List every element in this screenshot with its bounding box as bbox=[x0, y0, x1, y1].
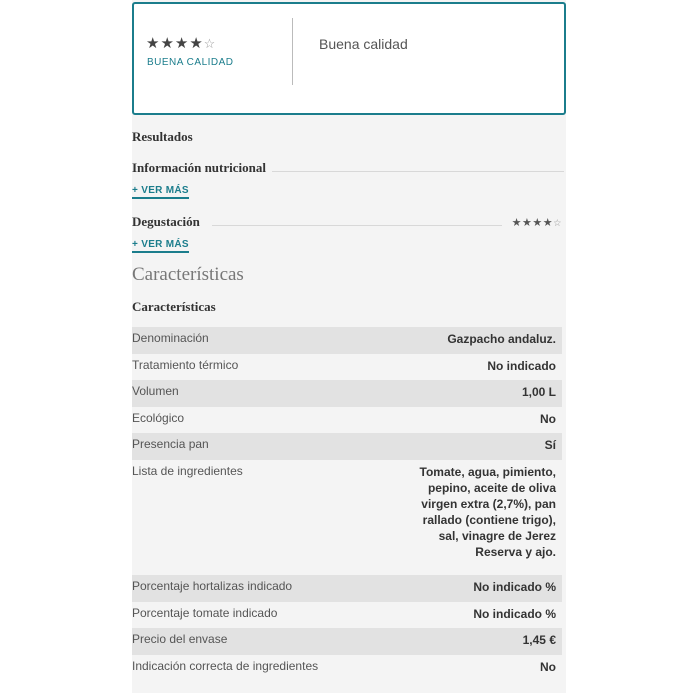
star-filled-icon: ★★★★ bbox=[511, 216, 554, 229]
card-divider bbox=[292, 18, 293, 85]
row-value: No bbox=[540, 412, 556, 426]
row-value: 1,45 € bbox=[522, 633, 556, 647]
table-row bbox=[132, 575, 562, 602]
row-label: Denominación bbox=[132, 331, 209, 345]
row-value: No indicado % bbox=[473, 607, 556, 621]
table-row bbox=[132, 628, 562, 655]
star-filled-icon: ★★★★ bbox=[146, 34, 204, 52]
row-label: Lista de ingredientes bbox=[132, 464, 243, 478]
tasting-heading: Degustación bbox=[132, 214, 206, 230]
row-value: Gazpacho andaluz. bbox=[447, 332, 556, 346]
rating-summary-card bbox=[132, 2, 566, 115]
rating-verdict: Buena calidad bbox=[319, 36, 408, 52]
row-label: Precio del envase bbox=[132, 632, 228, 646]
table-row bbox=[132, 602, 562, 628]
row-label: Ecológico bbox=[132, 411, 185, 425]
row-label: Indicación correcta de ingredientes bbox=[132, 659, 319, 673]
rating-stars bbox=[146, 34, 216, 52]
tasting-rule bbox=[212, 225, 502, 226]
row-label: Presencia pan bbox=[132, 437, 209, 451]
row-label: Volumen bbox=[132, 384, 179, 398]
table-row bbox=[132, 380, 562, 407]
star-empty-icon: ☆ bbox=[553, 218, 562, 229]
table-row bbox=[132, 655, 562, 681]
table-row bbox=[132, 327, 562, 354]
results-heading: Resultados bbox=[132, 129, 199, 145]
row-value: No indicado bbox=[487, 359, 556, 373]
row-value: 1,00 L bbox=[521, 385, 556, 399]
product-panel bbox=[132, 0, 566, 693]
features-table bbox=[132, 327, 562, 681]
nutrition-heading: Información nutricional bbox=[132, 160, 272, 176]
features-subheading: Características bbox=[132, 299, 222, 315]
row-value: No bbox=[540, 660, 556, 674]
features-title: Características bbox=[132, 264, 244, 285]
rating-label: BUENA CALIDAD bbox=[147, 57, 234, 68]
table-row bbox=[132, 433, 562, 460]
row-value: Sí bbox=[544, 438, 556, 452]
nutrition-rule bbox=[262, 171, 564, 172]
row-label: Tratamiento térmico bbox=[132, 358, 239, 372]
star-empty-icon: ☆ bbox=[203, 37, 217, 52]
table-row bbox=[132, 354, 562, 380]
tasting-more-link[interactable]: + VER MÁS bbox=[132, 239, 189, 253]
row-value: Tomate, agua, pimiento, pepino, aceite de oliva virgen extra (2,7%), pan rallado (contiene trigo), sal, vinagre de Jerez Reserva y ajo. bbox=[419, 465, 556, 559]
row-label: Porcentaje hortalizas indicado bbox=[132, 579, 293, 593]
nutrition-more-link[interactable]: + VER MÁS bbox=[132, 185, 189, 199]
row-value: No indicado % bbox=[473, 580, 556, 594]
row-label: Porcentaje tomate indicado bbox=[132, 606, 278, 620]
table-row bbox=[132, 407, 562, 433]
table-row bbox=[132, 460, 562, 575]
tasting-stars bbox=[512, 216, 562, 229]
